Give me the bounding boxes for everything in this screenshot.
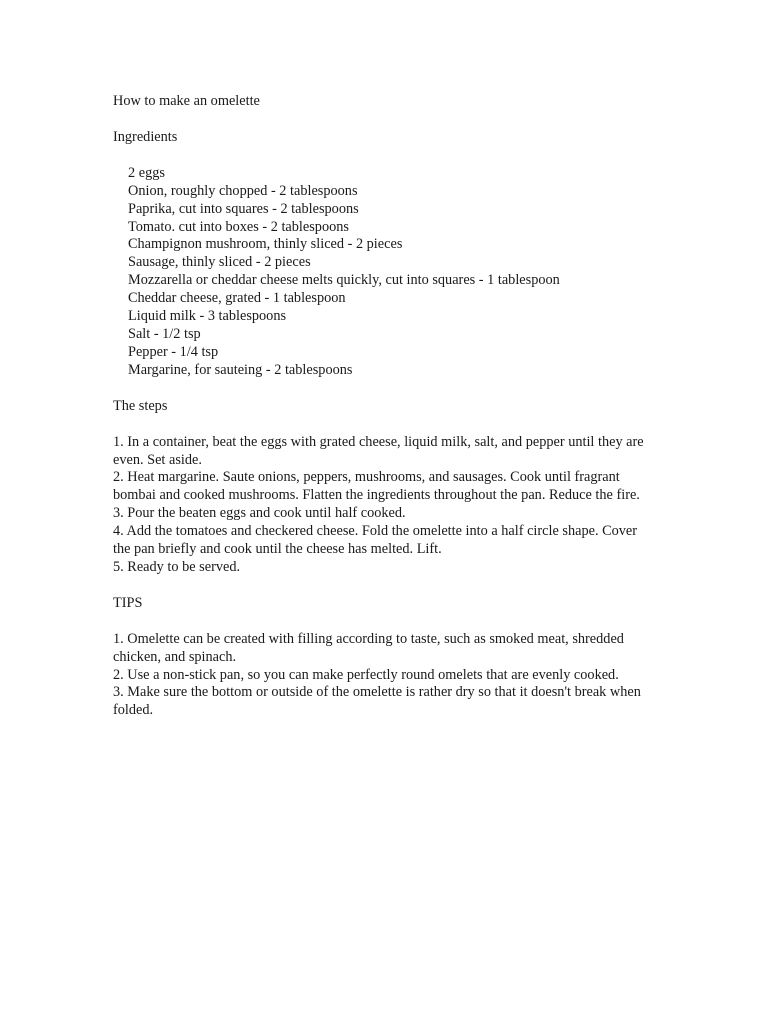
ingredients-heading: Ingredients	[113, 128, 178, 145]
spacer	[113, 613, 658, 631]
tips-list	[113, 631, 658, 721]
ingredient-item: Liquid milk - 3 tablespoons	[128, 308, 287, 325]
tip-item: 3. Make sure the bottom or outside of the omelette is rather dry so that it doesn't break when folded.	[113, 684, 641, 719]
recipe-document	[113, 93, 658, 720]
step-item: 4. Add the tomatoes and checkered cheese. Fold the omelette into a half circle shape. Cover the pan briefly and cook until the cheese has melted. Lift.	[113, 523, 638, 558]
ingredient-item: Margarine, for sauteing - 2 tablespoons	[128, 361, 353, 378]
page-title: How to make an omelette	[113, 93, 260, 109]
spacer	[113, 147, 658, 165]
steps-heading: The steps	[113, 397, 168, 414]
ingredient-item: Pepper - 1/4 tsp	[128, 343, 219, 360]
tip-item: 1. Omelette can be created with filling according to taste, such as smoked meat, shredded chicken, and spinach.	[113, 630, 624, 665]
spacer	[113, 416, 658, 434]
tip-item: 2. Use a non-stick pan, so you can make perfectly round omelets that are evenly cooked.	[113, 666, 619, 683]
ingredient-item: Salt - 1/2 tsp	[128, 325, 201, 342]
step-item: 2. Heat margarine. Saute onions, peppers, mushrooms, and sausages. Cook until fragrant bombai and cooked mushrooms. Flatten the ingredients throughout the pan. Reduce the fire.	[113, 469, 640, 504]
spacer	[113, 380, 658, 398]
ingredient-item: Cheddar cheese, grated - 1 tablespoon	[128, 290, 346, 307]
ingredient-item: Champignon mushroom, thinly sliced - 2 pieces	[128, 236, 403, 253]
step-item: 5. Ready to be served.	[113, 558, 241, 575]
tips-heading: TIPS	[113, 594, 143, 611]
steps-list	[113, 434, 658, 577]
spacer	[113, 111, 658, 129]
spacer	[113, 577, 658, 595]
ingredients-list	[113, 165, 658, 380]
step-item: 1. In a container, beat the eggs with grated cheese, liquid milk, salt, and pepper until they are even. Set aside.	[113, 433, 644, 468]
ingredient-item: Paprika, cut into squares - 2 tablespoons	[128, 200, 359, 217]
ingredient-item: 2 eggs	[128, 164, 165, 181]
step-item: 3. Pour the beaten eggs and cook until half cooked.	[113, 505, 406, 522]
ingredient-item: Onion, roughly chopped - 2 tablespoons	[128, 182, 358, 199]
ingredient-item: Tomato. cut into boxes - 2 tablespoons	[128, 218, 349, 235]
ingredient-item: Sausage, thinly sliced - 2 pieces	[128, 254, 311, 271]
ingredient-item: Mozzarella or cheddar cheese melts quickly, cut into squares - 1 tablespoon	[128, 272, 560, 289]
